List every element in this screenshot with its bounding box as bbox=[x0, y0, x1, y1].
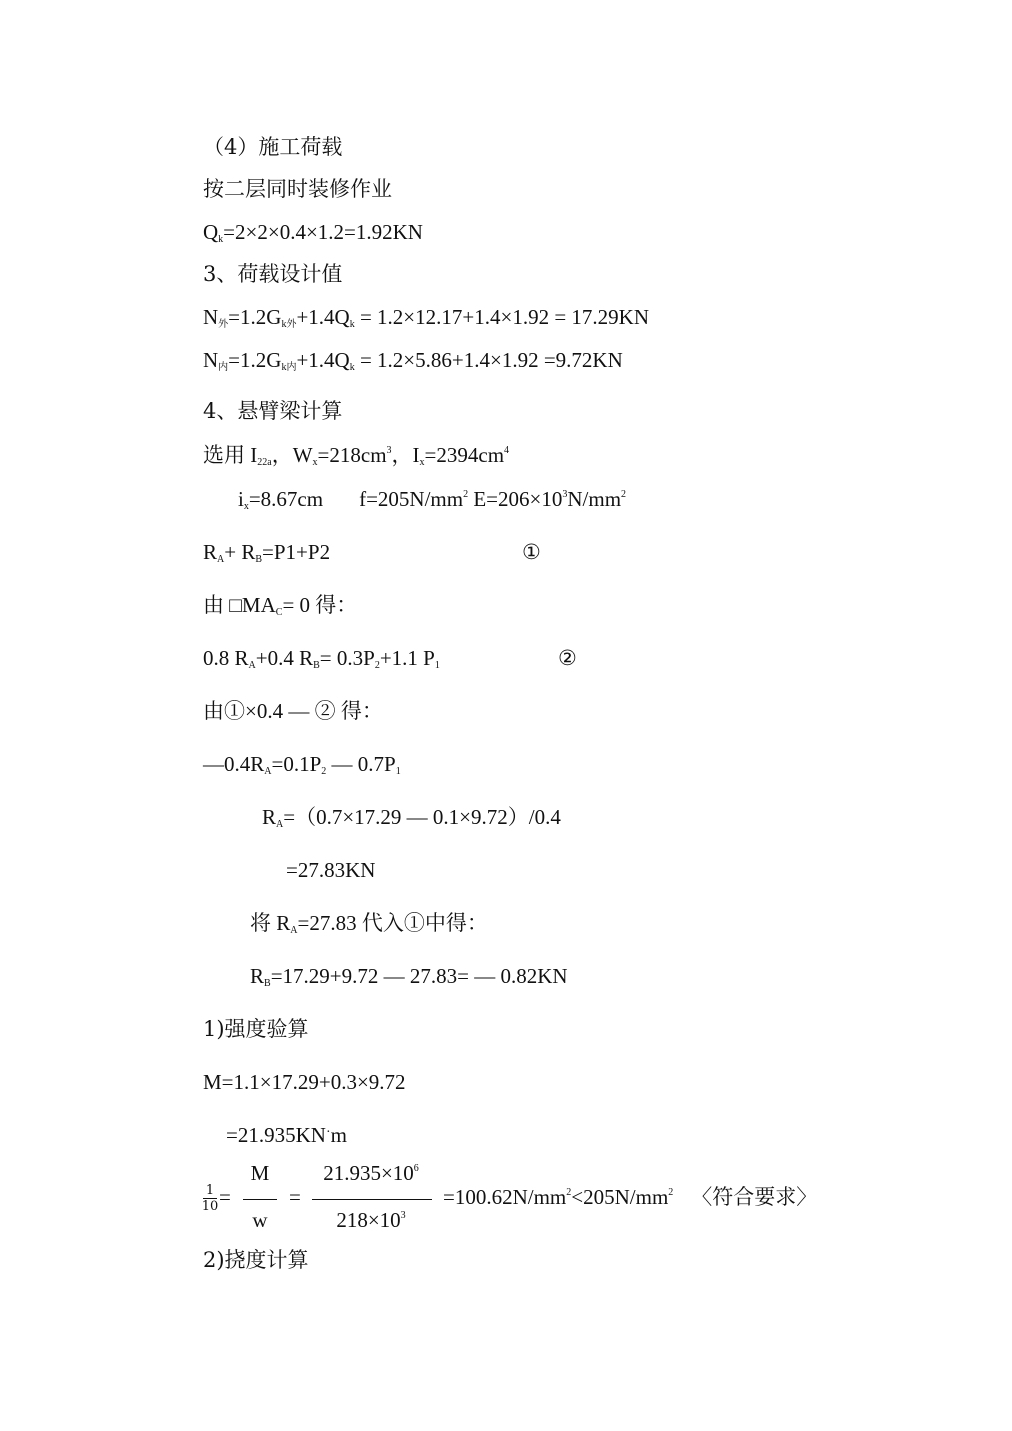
formula-n-outer: $N_外=1.2G_{k外}+1.4Q_k = 1.2\times 12.17+1.4\times 1.92 = 17.29KN$ bbox=[203, 305, 650, 330]
substitution-step: 将 $R_A=27.83$ 代入①中得： bbox=[250, 911, 488, 936]
ra-expression: $R_A=(0.7\times 17.29$ — 0.1×9.72）/0.4 bbox=[262, 805, 561, 830]
stress-result: $=100.62N/mm^2<205N/mm^2$ 〈符合要求〉 bbox=[443, 1185, 818, 1209]
section-heading-construction-load: （4）施工荷载 bbox=[203, 135, 343, 159]
equation-combined: $—0.4R_A=0.1P_2$ — $0.7P_1$ bbox=[203, 752, 401, 777]
stress-symbol-numerator: 1 bbox=[205, 1183, 215, 1198]
equation-2: 0.8 $R_A+0.4$ $R_B= 0.3P_2+1.1$ $P_1$ bbox=[203, 646, 440, 671]
section-heading-deflection: 2)挠度计算 bbox=[203, 1248, 309, 1272]
dot-operator-icon: · bbox=[325, 1125, 331, 1140]
section-heading-cantilever: 4、悬臂梁计算 bbox=[203, 399, 343, 423]
fraction-m-numerator: M bbox=[250, 1161, 270, 1185]
rb-result: $R_B=17.29+9.72$ — 27.83= — 0.82KN bbox=[250, 964, 568, 989]
equation-marker-2: ② bbox=[558, 646, 577, 670]
formula-qk: $Q_k=2\times 2\times 0.4\times 1.2=1.92KN$ bbox=[203, 220, 423, 245]
section-heading-strength: 1)强度验算 bbox=[203, 1017, 309, 1041]
fraction-m-bar bbox=[243, 1199, 277, 1200]
combination-step: 由①×0.4 — ② 得： bbox=[203, 699, 383, 723]
formula-section-props: $i_x=8.67cm$ $f=205N/mm^2$ $E=206\times 10^3N/mm^2$ bbox=[238, 487, 627, 512]
fraction-moment-bar bbox=[312, 1199, 432, 1200]
stress-symbol-denominator: 10 bbox=[201, 1199, 219, 1214]
formula-section-choice: 选用 $I_{22a}$，$W_x=218cm^3$，$I_x=2394cm^4$ bbox=[203, 443, 510, 468]
formula-n-inner: $N_内=1.2G_{k内}+1.4Q_k = 1.2\times 5.86+1.4\times 1.92 =9.72KN$ bbox=[203, 348, 623, 373]
fraction-w-denominator: w bbox=[252, 1208, 268, 1232]
fraction-moment-numerator: $21.935\times 10^6$ bbox=[323, 1161, 419, 1185]
moment-expression: M=1.1×17.29+0.3×9.72 bbox=[203, 1070, 406, 1094]
equals-sign: = bbox=[219, 1185, 231, 1209]
equation-marker-1: ① bbox=[522, 540, 541, 564]
fraction-modulus-denominator: $218\times 10^3$ bbox=[336, 1208, 406, 1232]
text-line: 按二层同时装修作业 bbox=[203, 177, 392, 201]
section-heading-design-value: 3、荷载设计值 bbox=[203, 262, 343, 286]
moment-result: =21.935KN·m bbox=[226, 1123, 347, 1147]
moment-condition: 由 $□MA_C= 0$ 得： bbox=[203, 593, 358, 618]
ra-result: =27.83KN bbox=[286, 858, 376, 882]
equals-sign: = bbox=[289, 1185, 301, 1209]
equation-1: $R_A+ R_B=P1+P2$ bbox=[203, 540, 331, 565]
